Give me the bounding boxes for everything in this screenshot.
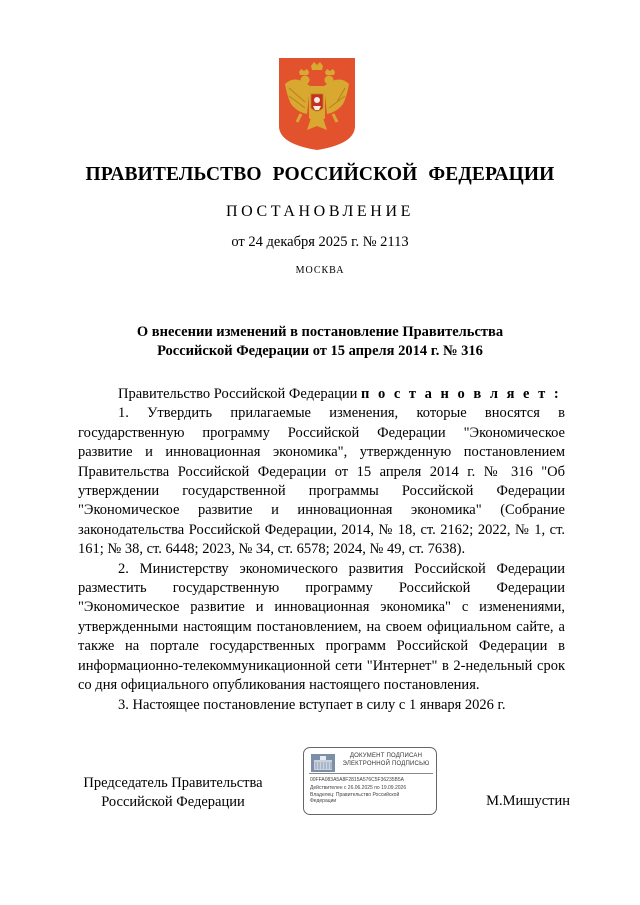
intro-paragraph bbox=[78, 385, 565, 404]
item-3-paragraph: 3. Настоящее постановление вступает в силу с 1 января 2026 г. bbox=[118, 696, 506, 713]
item-2-paragraph: 2. Министерству экономического развития Российской Федерации разместить государственную программу Российской Федерации "Экономическое развитие и инновационная экономика" с изменениями, утвержденными настоящим постановлением, на своем официальном сайте, а также на портале государственных программ Российской Федерации в информационно-телекоммуникационной сети "Интернет" в 2-недельный срок со дня официального опубликования настоящего постановления. bbox=[78, 560, 565, 694]
document-city: МОСКВА bbox=[295, 265, 345, 276]
position-line-2: Российской Федерации bbox=[101, 794, 245, 810]
double-headed-eagle-icon bbox=[277, 56, 357, 152]
stamp-owner-line-1: Владелец: Правительство Российской bbox=[310, 792, 400, 798]
government-title: ПРАВИТЕЛЬСТВО РОССИЙСКОЙ ФЕДЕРАЦИИ bbox=[85, 164, 555, 185]
stamp-validity: Действителен с 26.06.2025 по 19.09.2026 bbox=[310, 785, 407, 791]
stamp-divider bbox=[309, 773, 433, 774]
stamp-owner-line-2: Федерации bbox=[310, 798, 337, 804]
signatory-position bbox=[78, 774, 268, 812]
government-building-icon bbox=[311, 754, 335, 772]
stamp-title-line-2: ЭЛЕКТРОННОЙ ПОДПИСЬЮ bbox=[342, 760, 430, 767]
stamp-title bbox=[340, 753, 432, 768]
electronic-signature-stamp bbox=[303, 747, 437, 815]
signatory-name: М.Мишустин bbox=[486, 793, 570, 809]
resolves-word: п о с т а н о в л я е т : bbox=[360, 386, 562, 402]
intro-text: Правительство Российской Федерации bbox=[118, 386, 358, 402]
stamp-certificate: 00FFA083A5A8F2815A576C5F36235B5A bbox=[310, 777, 404, 783]
coat-of-arms-emblem bbox=[277, 56, 357, 152]
item-1-paragraph: 1. Утвердить прилагаемые изменения, которые вносятся в государственную программу Российской Федерации "Экономическое развитие и инновационная экономика", утвержденную постановлением Правительства Российской Федерации от 15 апреля 2014 г. № 316 "Об утверждении государственной программы Российской Федерации "Экономическое развитие и инновационная экономика" (Собрание законодательства Российской Федерации, 2014, № 18, ст. 2162; 2022, № 1, ст. 161; № 38, ст. 6448; 2023, № 34, ст. 6578; 2024, № 49, ст. 7638). bbox=[78, 405, 565, 558]
subject-line-1: О внесении изменений в постановление Правительства bbox=[136, 324, 504, 340]
subject-line-2: Российской Федерации от 15 апреля 2014 г. № 316 bbox=[157, 343, 483, 359]
document-kind: ПОСТАНОВЛЕНИЕ bbox=[226, 203, 414, 220]
document-subject bbox=[120, 323, 520, 361]
stamp-title-line-1: ДОКУМЕНТ ПОДПИСАН bbox=[349, 753, 423, 759]
document-date-number: от 24 декабря 2025 г. № 2113 bbox=[231, 234, 409, 250]
document-body bbox=[78, 385, 565, 715]
position-line-1: Председатель Правительства bbox=[83, 775, 263, 791]
